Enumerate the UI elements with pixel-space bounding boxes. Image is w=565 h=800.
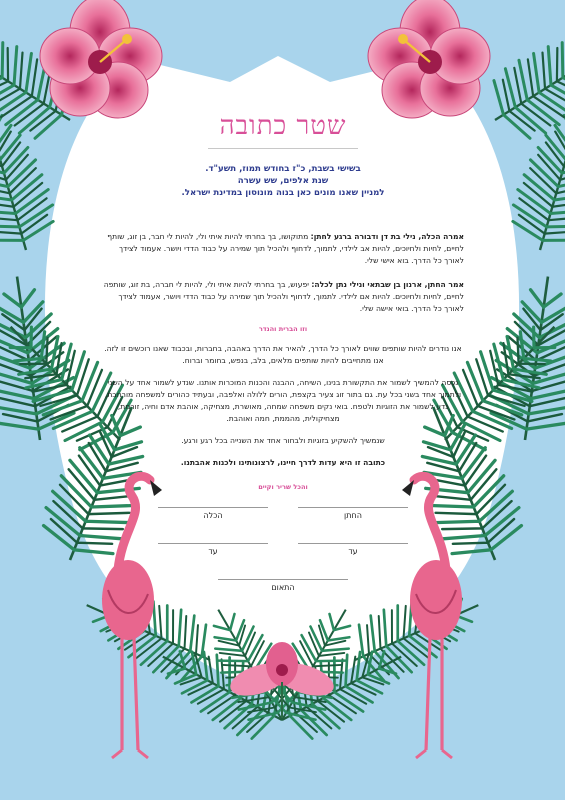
page-title: שטר כתובה [219, 111, 347, 141]
signature-row-witnesses [88, 543, 478, 579]
vow-paragraph-2: נכסה להמשיך לשמור את התקשורת בנינו, השיחה, ההבנה והכנות המוכרות אותנו. שנדע לשמור אחד על השני ולתמוך אחד בשני בכל עת. גם בתור זוג צעיר בקצפת, הורים ללולה ואלפבה, ובעתיד כהורים למשפחה מורחבת, נדע לשמור את הזוגיות ולטפח. בואי נקים משפחה שמחה, מאושרת, מצחיקה, אוהבת אדם וחיה, זורמת, מצחיקולית, מהממת, חמה ואוהבת. [104, 378, 462, 423]
groom-vow [88, 279, 478, 315]
witness-1-signature[interactable] [158, 543, 268, 556]
vow-paragraph-1: אנו נודרים להיות שותפים שווים לאורך כל הדרך, להאיר את הדרך באהבה, בחברות, ובכבוד שאנו רוכשים זו לזה. אנו מתחייבים להיות שותפים מלאים, בלב, בנפש, בחומר וברוח. [104, 344, 462, 365]
hibiscus-left-icon [40, 0, 162, 118]
groom-signature-line [298, 507, 408, 508]
bride-vow-text: מתוקושו, בך בחרתי להיות איתי ולי, להיות לי חבר, בן זוג, שותף לחיים, לחיות ולחיוכים, להיות אב לילדי, לתמוך, לדחוף ולהכיל תוך שמירה על כבוד הדדי ויושר. אעמוד לצידך לאורך כל הדרך. בוא אישי שלי. [107, 232, 464, 265]
title-divider [208, 148, 358, 149]
officiant-signature-line [218, 579, 348, 580]
witness-2-signature[interactable] [298, 543, 408, 556]
hibiscus-right-icon [368, 0, 490, 118]
groom-signature-label: החתן [344, 511, 362, 520]
signature-row-couple [88, 507, 478, 543]
date-line-3: למניין שאנו מונים כאן בנוה מונוסון במדינת ישראל. [181, 188, 385, 198]
officiant-label: התאום [271, 583, 295, 592]
witness-2-signature-line [298, 543, 408, 544]
vow-heading: וזו הברית והנדר [258, 325, 308, 333]
bride-signature-label: הכלה [203, 511, 223, 520]
bride-signature-line [158, 507, 268, 508]
vow-paragraph-3: שנמשיך להשקיע בזוגיות ולבחור אחד את השנייה בכל רגע ורגע. [181, 436, 385, 445]
officiant-signature[interactable] [218, 579, 348, 592]
bride-vow-label: אמרה הכלה, נילי בת דן ודבורה ברגע לחתן: [310, 232, 464, 241]
closing-pink: והכל שריר וקיים [258, 483, 308, 491]
ketubah-text [88, 108, 478, 615]
witness-1-signature-line [158, 543, 268, 544]
witness-1-label: עד [208, 547, 218, 556]
groom-signature[interactable] [298, 507, 408, 520]
bride-vow [88, 231, 478, 267]
signature-row-officiant [88, 579, 478, 615]
bride-signature[interactable] [158, 507, 268, 520]
groom-vow-text: יפעוש, בך בחרתי להיות איתי ולי, להיות לי חברה, בת זוג, שותפה לחיים, לחיות ולחיוכים. להיות אם לילדי. לתמוך, לדחוף ולהכיל תוך שמירה על כבוד הדדי ויושר, אעמוד לצידך לאורך כל הדרך. בואי אישה שלי. [103, 280, 464, 313]
date-line-1: בשישי בשבת, כ"ז בחודש תמוז, תשע"ד. [205, 164, 361, 174]
closing-bold: כתובה זו היא עדות לדרך חיינו, לרצונותינו ולכנות אהבתנו. [180, 458, 386, 467]
witness-2-label: עד [348, 547, 358, 556]
closing-statement [88, 457, 478, 469]
groom-vow-label: אמר החתן, ארנון בן שבתאי ונילי נתן לכלה: [311, 280, 464, 289]
date-line-2: שנת אלפים, שש עשרה [237, 176, 329, 186]
